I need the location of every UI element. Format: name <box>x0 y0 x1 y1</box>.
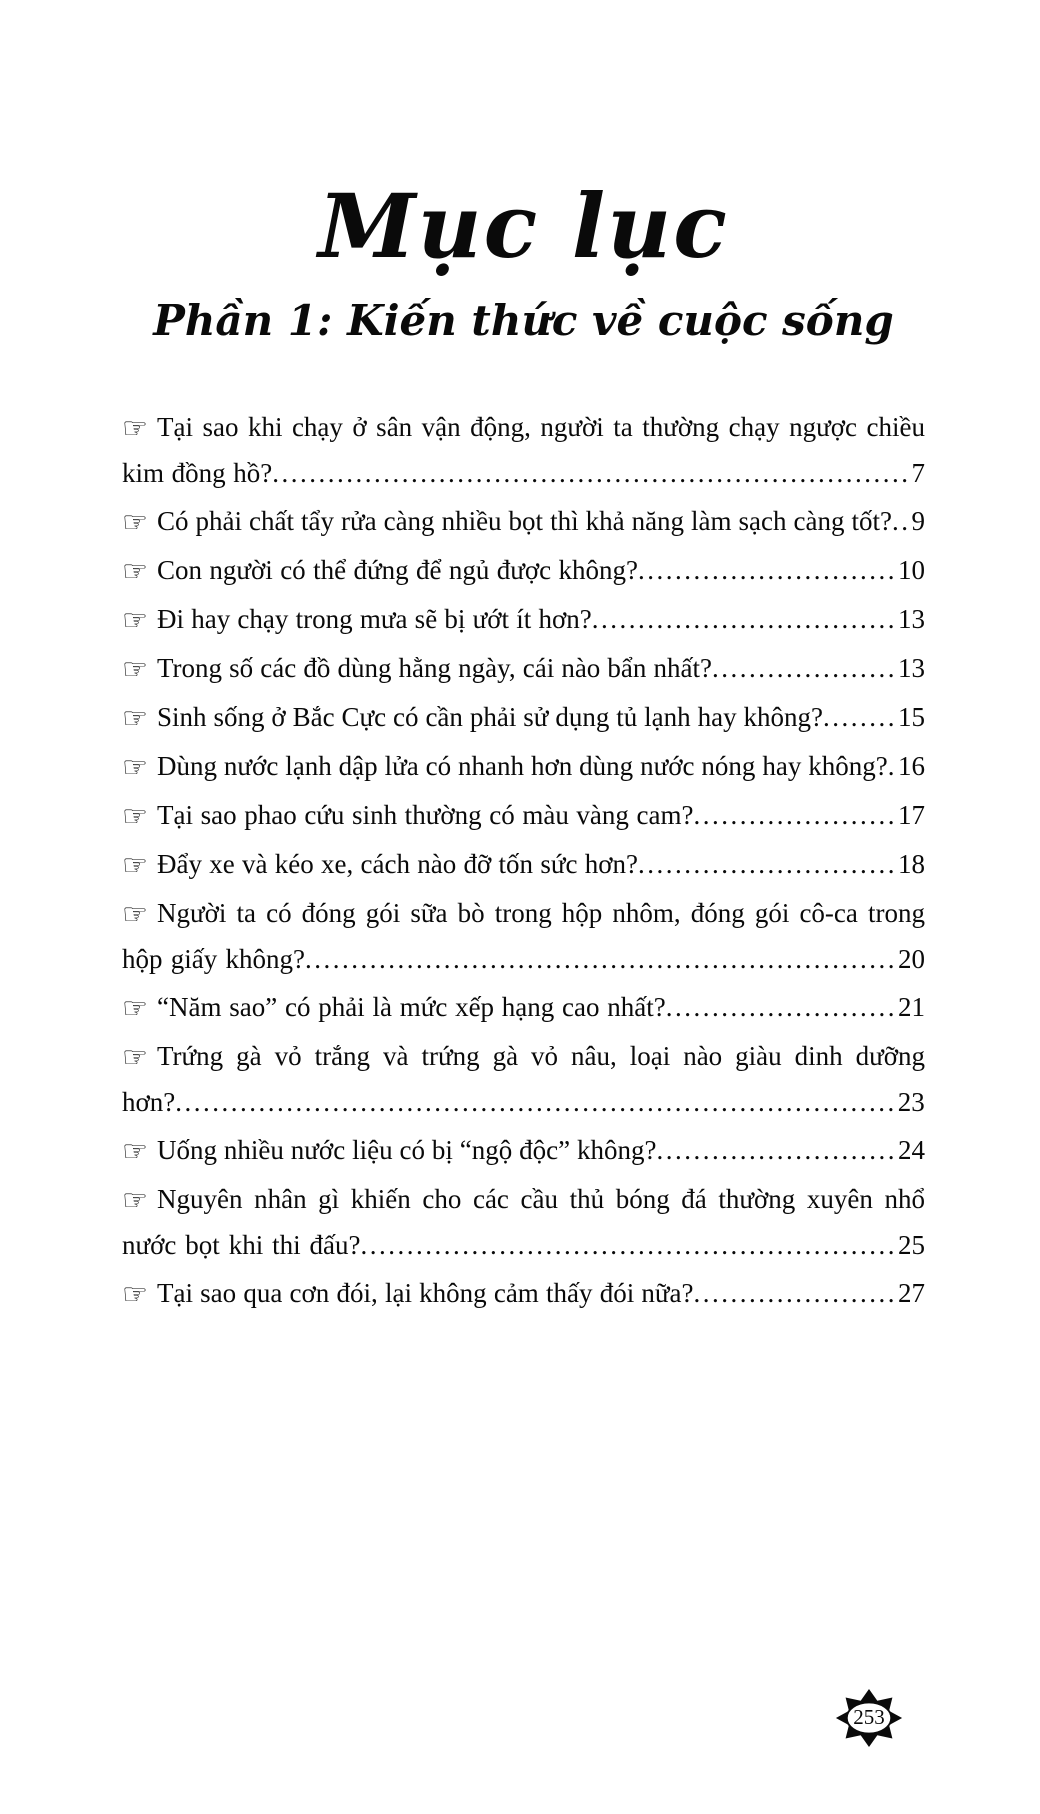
toc-entry <box>122 1271 925 1317</box>
entry-text: Sinh sống ở Bắc Cực có cần phải sử dụng tủ lạnh hay không? <box>157 701 823 732</box>
toc-list <box>122 405 925 1317</box>
dot-leader: ......................... <box>665 991 897 1022</box>
dot-leader: ............................ <box>638 848 897 879</box>
entry-page-number: 13 <box>898 652 925 683</box>
entry-text: Người ta có đóng gói sữa bò trong hộp nhôm, đóng gói cô-ca trong hộp giấy không? <box>122 897 925 974</box>
toc-entry <box>122 405 925 496</box>
toc-entry <box>122 842 925 888</box>
toc-entry <box>122 499 925 545</box>
entry-page-number: 17 <box>898 799 925 830</box>
toc-entry <box>122 744 925 790</box>
book-page <box>0 168 1040 1814</box>
dot-leader: .......................... <box>656 1134 897 1165</box>
pointing-hand-icon: ☞ <box>122 651 148 686</box>
entry-text: Uống nhiều nước liệu có bị “ngộ độc” không? <box>157 1134 657 1165</box>
pointing-hand-icon: ☞ <box>122 1039 148 1074</box>
toc-entry <box>122 1034 925 1125</box>
dot-leader: ................................................................ <box>305 943 897 974</box>
toc-entry <box>122 695 925 741</box>
entry-page-number: 15 <box>898 701 925 732</box>
entry-text: Trứng gà vỏ trắng và trứng gà vỏ nâu, loại nào giàu dinh dưỡng hơn? <box>122 1040 925 1117</box>
entry-page-number: 21 <box>898 991 925 1022</box>
pointing-hand-icon: ☞ <box>122 896 148 931</box>
entry-text: Có phải chất tẩy rửa càng nhiều bọt thì khả năng làm sạch càng tốt? <box>157 505 892 536</box>
dot-leader: .............................................................................. <box>175 1086 897 1117</box>
dot-leader: .................... <box>712 652 897 683</box>
entry-page-number: 10 <box>898 554 925 585</box>
entry-page-number: 27 <box>898 1277 925 1308</box>
dot-leader: ...................... <box>693 1277 897 1308</box>
toc-entry <box>122 793 925 839</box>
page-title: Mục lục <box>318 174 729 278</box>
entry-page-number: 7 <box>911 457 925 488</box>
page-number-badge <box>834 1688 904 1748</box>
toc-entry <box>122 985 925 1031</box>
toc-entry <box>122 548 925 594</box>
entry-text: Dùng nước lạnh dập lửa có nhanh hơn dùng nước nóng hay không? <box>157 750 888 781</box>
dot-leader: ...................... <box>693 799 897 830</box>
dot-leader: . <box>887 750 897 781</box>
pointing-hand-icon: ☞ <box>122 1182 148 1217</box>
pointing-hand-icon: ☞ <box>122 1133 148 1168</box>
entry-page-number: 25 <box>898 1229 925 1260</box>
toc-entry <box>122 646 925 692</box>
dot-leader: ........ <box>823 701 897 732</box>
entry-text: Tại sao phao cứu sinh thường có màu vàng cam? <box>157 799 694 830</box>
entry-page-number: 16 <box>898 750 925 781</box>
entry-page-number: 13 <box>898 603 925 634</box>
entry-text: Đẩy xe và kéo xe, cách nào đỡ tốn sức hơn? <box>157 848 638 879</box>
entry-page-number: 24 <box>898 1134 925 1165</box>
entry-text: Tại sao qua cơn đói, lại không cảm thấy đói nữa? <box>157 1277 694 1308</box>
entry-page-number: 18 <box>898 848 925 879</box>
entry-page-number: 23 <box>897 1086 925 1117</box>
entry-page-number: 20 <box>898 943 925 974</box>
pointing-hand-icon: ☞ <box>122 990 148 1025</box>
page-number: 253 <box>853 1704 885 1729</box>
dot-leader: .......................................................... <box>360 1229 897 1260</box>
pointing-hand-icon: ☞ <box>122 410 148 445</box>
toc-entry <box>122 1128 925 1174</box>
pointing-hand-icon: ☞ <box>122 798 148 833</box>
toc-entry <box>122 597 925 643</box>
entry-text: Đi hay chạy trong mưa sẽ bị ướt ít hơn? <box>157 603 592 634</box>
section-heading: Phần 1: Kiến thức về cuộc sống <box>153 296 894 346</box>
entry-text: Tại sao khi chạy ở sân vận động, người ta thường chạy ngược chiều kim đồng hồ? <box>122 411 925 488</box>
dot-leader: .. <box>892 505 911 536</box>
pointing-hand-icon: ☞ <box>122 1276 148 1311</box>
pointing-hand-icon: ☞ <box>122 847 148 882</box>
entry-page-number: 9 <box>911 505 925 536</box>
pointing-hand-icon: ☞ <box>122 553 148 588</box>
dot-leader: ............................ <box>638 554 897 585</box>
pointing-hand-icon: ☞ <box>122 504 148 539</box>
entry-text: Con người có thể đứng để ngủ được không? <box>157 554 638 585</box>
pointing-hand-icon: ☞ <box>122 749 148 784</box>
entry-text: “Năm sao” có phải là mức xếp hạng cao nhất? <box>157 991 666 1022</box>
entry-text: Trong số các đồ dùng hằng ngày, cái nào bẩn nhất? <box>157 652 712 683</box>
pointing-hand-icon: ☞ <box>122 700 148 735</box>
dot-leader: ................................. <box>591 603 897 634</box>
entry-text: Nguyên nhân gì khiến cho các cầu thủ bóng đá thường xuyên nhổ nước bọt khi thi đấu? <box>122 1183 925 1260</box>
pointing-hand-icon: ☞ <box>122 602 148 637</box>
toc-entry <box>122 891 925 982</box>
dot-leader: ..................................................................... <box>272 457 911 488</box>
toc-entry <box>122 1177 925 1268</box>
